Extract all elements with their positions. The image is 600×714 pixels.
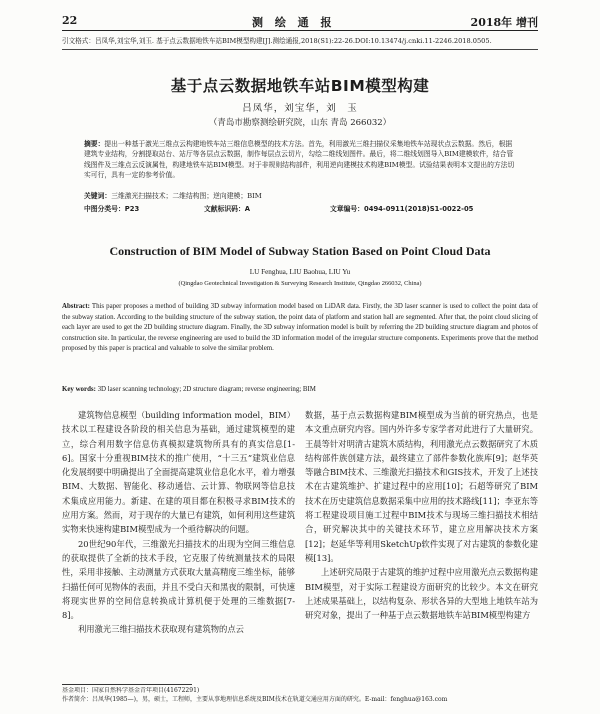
body-paragraph: 上述研究局限于古建筑的维护过程中应用激光点云数据构建BIM模型，对于实际工程建设方面研究的比较少。本文在研究上述成果基础上，以结构复杂、形状各异的大型地上地铁车站为研究对象，提出了一种基于点云数据地铁车站BIM模型构建方 <box>305 567 538 621</box>
english-abstract-text: This paper proposes a method of building 3D subway information model based on LiDAR data. Firstly, the 3D laser scanner is used to collect the point data of the subway station. According to the building structure of the subway station, the point data of platform and station hall are segmented. After that, the point cloud slicing of each layer are used to get the 2D building structure diagram. Finally, the 3D subway information model is built by referring the 2D building structure diagram and photos of construction site. In particular, the reverse engineering are used to build the 3D information model of the irregular structure components. Experiments prove that the method proposed by this paper is practical and valuable to solve the similar problem. <box>62 303 538 353</box>
chinese-authors: 吕凤华，刘宝华，刘 玉 <box>242 103 358 114</box>
chinese-abstract <box>84 139 518 180</box>
footnote-fund: 基金项目：国家自然科学基金青年项目(41672291) <box>62 687 200 694</box>
body-paragraph: 数据，基于点云数据构建BIM模型成为当前的研究热点，也是本文重点研究内容。国内外许多专家学者对此进行了大量研究。王晨等针对明清古建筑木质结构，利用激光点云数据研究了木质结构部件族创建方法，最终建立了部件参数化族库[9]；赵华英等融合BIM技术、三维激光扫描技术和GIS技术，开发了上述技术在古建筑维护、扩建过程中的应用[10]；石超等研究了BIM技术在历史建筑信息数据采集中应用的技术路线[11]；李亚东等将工程建设项目施工过程中BIM技术与现场三维扫描技术相结合，研究解决其中的关键技术环节，建立应用解决技术方案[12]；赵延华等利用SketchUp软件实现了对古建筑的参数化建模[13]。 <box>305 410 538 563</box>
chinese-keywords-text: 三维激光扫描技术；二维结构图；逆向建模；BIM <box>111 192 262 200</box>
chinese-affiliation: （青岛市勘察测绘研究院，山东 青岛 266032） <box>208 118 392 128</box>
english-keywords-text: 3D laser scanning technology; 2D structure diagram; reverse engineering; BIM <box>97 386 316 393</box>
body-paragraph: 建筑物信息模型（building information model，BIM）技术以工程建设各阶段的相关信息为基础，通过建筑模型的建立，综合利用数字信息仿真模拟建筑物所具有的真实信息[1-6]。国家十分重视BIM技术的推广使用，“十三五”建筑业信息化发展纲要中明确提出了全面提高建筑业信息化水平，着力增强BIM、大数据、智能化、移动通信、云计算、物联网等信息技术集成应用能力。新建、在建的项目都在积极寻求BIM技术的应用方案。然而，对于现存的大量已有建筑，如何利用这些建筑实物来快速构建BIM模型成为一个亟待解决的问题。 <box>62 410 295 535</box>
body-paragraph: 利用激光三维扫描技术获取现有建筑物的点云 <box>78 624 244 635</box>
clc-number: 中图分类号：P23 <box>84 205 140 213</box>
chinese-abstract-label: 摘要： <box>84 140 105 148</box>
footnote-rule <box>62 684 192 685</box>
chinese-keywords-label: 关键词： <box>84 192 112 200</box>
citation-format: 引文格式：吕凤华,刘宝华,刘玉. 基于点云数据地铁车站BIM模型构建[J].测绘通报,2018(S1):22-26.DOI:10.13474/j.cnki.11-2246.2018.0505. <box>62 37 492 45</box>
english-keywords <box>62 386 538 393</box>
chinese-abstract-text: 提出一种基于激光三维点云构建地铁车站三维信息模型的技术方法。首先，利用激光三维扫描仪采集地铁车站现状点云数据。然后，根据建筑专业结构，分割提取站台、站厅等各层点云数据，制作每层点云切片，勾绘二维线划图件。最后，将二维线划图导入BIM建模软件，结合管线图件及三维点云反演属性，构建地铁车站BIM模型。对于非规则结构部件，利用逆向建模技术构建BIM模型。试验结果表明本文提出的方法切实可行，具有一定的参考价值。 <box>84 140 515 179</box>
year-supplement: 2018年 增刊 <box>470 16 538 29</box>
english-affiliation: (Qingdao Geotechnical Investigation & Surveying Research Institute, Qingdao 266032, China) <box>178 280 422 287</box>
english-abstract-label: Abstract: <box>62 303 90 310</box>
english-keywords-label: Key words: <box>62 386 96 393</box>
body-column-left <box>62 408 295 637</box>
header-rule <box>62 30 538 31</box>
english-title: Construction of BIM Model of Subway Station Based on Point Cloud Data <box>109 244 491 258</box>
page-number: 22 <box>62 14 78 27</box>
running-header <box>62 14 538 30</box>
chinese-title: 基于点云数据地铁车站BIM模型构建 <box>170 77 430 95</box>
document-code: 文献标识码：A <box>204 205 251 213</box>
journal-name: 测 绘 通 报 <box>252 16 336 29</box>
body-paragraph: 20世纪90年代，三维激光扫描技术的出现为空间三维信息的获取提供了全新的技术手段，它克服了传统测量技术的局限性，采用非接触、主动测量方式获取大量高精度三维坐标，能够扫描任何可见物体的表面，并且不受白天和黑夜的限制，可快速将现实世界的空间信息转换成计算机便于处理的三维数据[7-8]。 <box>62 538 295 621</box>
footnote-author: 作者简介：吕凤华(1985—)，男，硕士，工程师，主要从事地理信息系统及BIM技术在轨道交通应用方面的研究。E-mail：fenghua@163.com <box>62 695 448 703</box>
body-column-right <box>305 408 538 622</box>
chinese-keywords <box>84 190 518 200</box>
footnote <box>62 687 538 704</box>
article-number: 文章编号：0494-0911(2018)S1-0022-05 <box>330 205 474 213</box>
english-authors: LU Fenghua, LIU Baohua, LIU Yu <box>249 268 351 276</box>
citation-rule <box>62 49 538 50</box>
classification-row <box>84 203 518 213</box>
english-abstract <box>62 302 538 355</box>
